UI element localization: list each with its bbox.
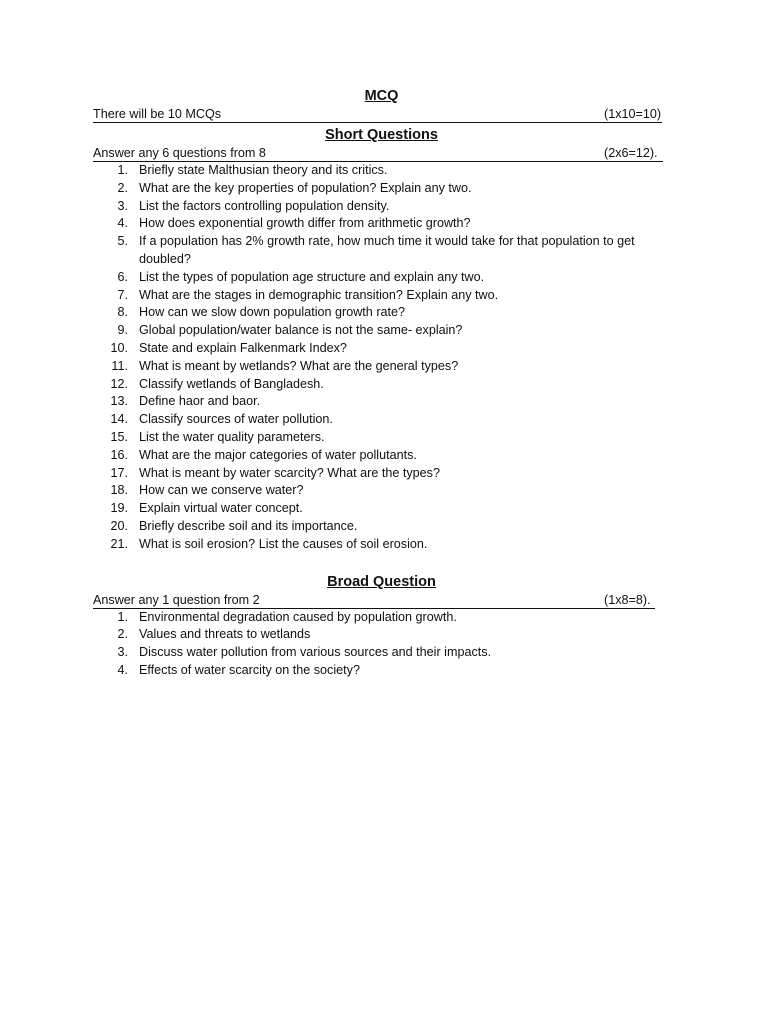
question-number: 18.	[110, 483, 128, 498]
question-item	[93, 358, 669, 376]
question-item	[93, 215, 669, 233]
question-item	[93, 411, 669, 429]
question-text: Classify wetlands of Bangladesh.	[139, 376, 324, 391]
question-text: How does exponential growth differ from arithmetic growth?	[139, 216, 471, 231]
question-text: What is meant by wetlands? What are the general types?	[139, 358, 459, 373]
question-text: Explain virtual water concept.	[139, 501, 303, 516]
question-text: How can we conserve water?	[139, 483, 304, 498]
question-text: Effects of water scarcity on the society?	[139, 662, 360, 677]
question-number: 4.	[117, 216, 128, 231]
question-number: 1.	[117, 163, 128, 177]
question-item	[93, 376, 669, 394]
question-number: 17.	[110, 465, 128, 480]
question-number: 13.	[110, 394, 128, 409]
short-instruction: Answer any 6 questions from 8	[93, 146, 266, 160]
question-text: Briefly describe soil and its importance.	[139, 518, 358, 533]
question-text: Discuss water pollution from various sources and their impacts.	[139, 645, 492, 660]
question-number: 2.	[117, 180, 128, 195]
question-item	[93, 269, 669, 287]
question-text: Define haor and baor.	[139, 394, 261, 409]
question-number: 16.	[110, 447, 128, 462]
mcq-instruction-line	[93, 106, 662, 123]
question-text: Global population/water balance is not the same- explain?	[139, 323, 463, 338]
question-text: What are the key properties of population? Explain any two.	[139, 180, 472, 195]
question-text: What are the major categories of water pollutants.	[139, 447, 417, 462]
question-text: If a population has 2% growth rate, how much time it would take for that population to get doubled?	[139, 234, 635, 266]
question-item	[93, 500, 669, 518]
question-text: List the factors controlling population density.	[139, 198, 390, 213]
question-item	[93, 447, 669, 465]
question-number: 9.	[117, 323, 128, 338]
short-questions-list	[93, 162, 670, 554]
question-text: Values and threats to wetlands	[139, 627, 311, 642]
question-number: 3.	[117, 198, 128, 213]
question-item	[93, 482, 669, 500]
broad-instruction-line	[93, 592, 655, 609]
question-item	[93, 233, 669, 269]
question-number: 1.	[117, 609, 128, 624]
question-item	[93, 662, 669, 680]
question-text: What is meant by water scarcity? What are the types?	[139, 465, 440, 480]
question-number: 19.	[110, 501, 128, 516]
question-text: State and explain Falkenmark Index?	[139, 340, 347, 355]
question-number: 5.	[117, 234, 128, 249]
broad-instruction: Answer any 1 question from 2	[93, 592, 260, 607]
question-number: 7.	[117, 287, 128, 302]
question-number: 3.	[117, 645, 128, 660]
mcq-marks: (1x10=10)	[604, 107, 662, 121]
question-number: 20.	[110, 518, 128, 533]
broad-marks: (1x8=8).	[604, 592, 651, 607]
question-text: Briefly state Malthusian theory and its critics.	[139, 163, 388, 177]
question-item	[93, 198, 669, 216]
question-item	[93, 626, 669, 644]
question-number: 11.	[111, 358, 128, 373]
question-item	[93, 322, 669, 340]
short-instruction-line	[93, 145, 663, 162]
mcq-heading: MCQ	[364, 88, 399, 104]
short-marks: (2x6=12).	[604, 146, 658, 160]
question-page	[93, 86, 670, 680]
question-item	[93, 340, 669, 358]
broad-question-heading: Broad Question	[327, 573, 436, 590]
broad-questions-list	[93, 609, 670, 680]
question-text: Classify sources of water pollution.	[139, 412, 333, 427]
question-item	[93, 609, 669, 627]
question-number: 4.	[117, 662, 128, 677]
question-number: 21.	[110, 536, 128, 551]
question-item	[93, 536, 669, 554]
question-text: List the water quality parameters.	[139, 429, 325, 444]
question-number: 2.	[117, 627, 128, 642]
question-number: 12.	[110, 376, 128, 391]
question-number: 14.	[110, 412, 128, 427]
question-text: How can we slow down population growth rate?	[139, 305, 406, 320]
question-item	[93, 180, 669, 198]
question-text: Environmental degradation caused by population growth.	[139, 609, 457, 624]
question-text: What is soil erosion? List the causes of soil erosion.	[139, 536, 428, 551]
question-item	[93, 429, 669, 447]
question-number: 6.	[117, 269, 128, 284]
question-text: List the types of population age structure and explain any two.	[139, 269, 485, 284]
question-item	[93, 644, 669, 662]
question-number: 8.	[117, 305, 128, 320]
question-item	[93, 465, 669, 483]
question-item	[93, 304, 669, 322]
question-number: 15.	[110, 429, 128, 444]
question-number: 10.	[110, 340, 128, 355]
question-item	[93, 518, 669, 536]
question-text: What are the stages in demographic transition? Explain any two.	[139, 287, 499, 302]
mcq-instruction: There will be 10 MCQs	[93, 107, 222, 121]
question-item	[93, 287, 669, 305]
short-questions-heading: Short Questions	[325, 127, 438, 143]
question-item	[93, 162, 669, 180]
question-item	[93, 393, 669, 411]
